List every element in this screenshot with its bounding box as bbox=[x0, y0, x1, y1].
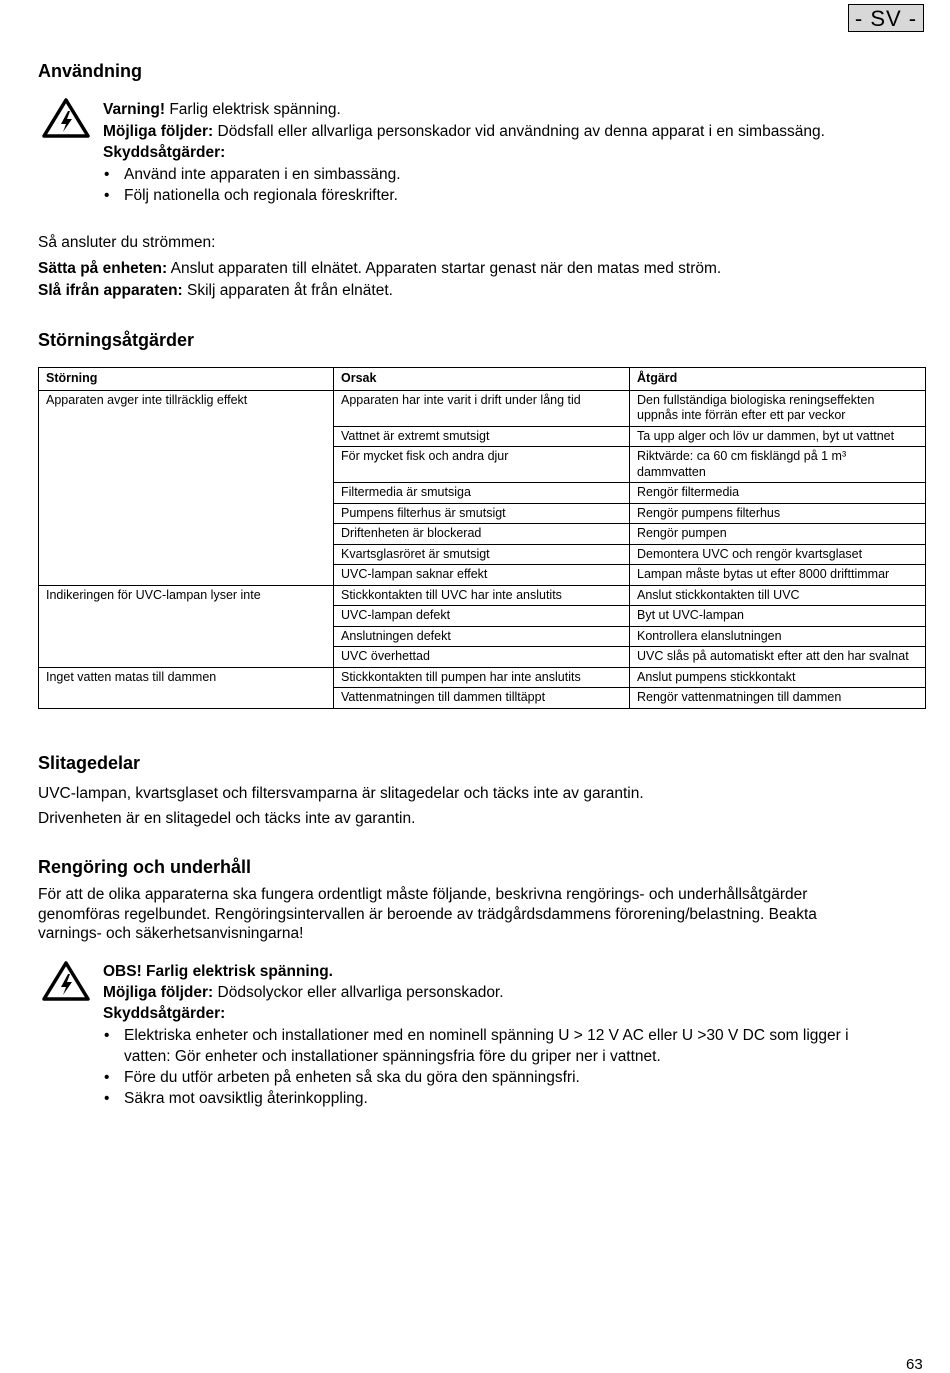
consequences-label: Möjliga följder: bbox=[103, 122, 214, 140]
cause-cell: Anslutningen defekt bbox=[334, 626, 630, 647]
remedy-cell: Rengör pumpen bbox=[630, 524, 926, 545]
table-row bbox=[39, 390, 926, 426]
column-header: Orsak bbox=[334, 368, 630, 391]
warning-label: OBS! Farlig elektrisk spänning. bbox=[103, 963, 333, 980]
wear-parts-line: Drivenheten är en slitagedel och täcks inte av garantin. bbox=[38, 810, 416, 827]
cause-cell: För mycket fisk och andra djur bbox=[334, 447, 630, 483]
troubleshooting-heading: Störningsåtgärder bbox=[38, 330, 195, 350]
switch-off-text: Skilj apparaten åt från elnätet. bbox=[182, 282, 393, 299]
page-number: 63 bbox=[906, 1356, 923, 1373]
measure-item: • Säkra mot oavsiktlig återinkoppling. bbox=[103, 1088, 923, 1109]
cleaning-heading: Rengöring och underhåll bbox=[38, 857, 252, 877]
switch-on-label: Sätta på enheten: bbox=[38, 260, 168, 277]
switch-off-label: Slå ifrån apparaten: bbox=[38, 282, 183, 299]
remedy-cell: Anslut stickkontakten till UVC bbox=[630, 585, 926, 606]
table-row bbox=[39, 606, 926, 627]
usage-heading: Användning bbox=[38, 61, 142, 81]
cleaning-intro bbox=[38, 885, 918, 944]
fault-cell bbox=[39, 544, 334, 565]
warning-text: Farlig elektrisk spänning. bbox=[165, 101, 341, 118]
fault-cell: Inget vatten matas till dammen bbox=[39, 667, 334, 688]
cause-cell: Apparaten har inte varit i drift under lång tid bbox=[334, 390, 630, 426]
fault-cell bbox=[39, 447, 334, 483]
consequences-label: Möjliga följder: bbox=[103, 984, 214, 1001]
wear-parts-line: UVC-lampan, kvartsglaset och filtersvamparna är slitagedelar och täcks inte av garantin. bbox=[38, 785, 644, 802]
remedy-cell: Rengör vattenmatningen till dammen bbox=[630, 688, 926, 709]
fault-cell bbox=[39, 503, 334, 524]
cause-cell: Vattenmatningen till dammen tilltäppt bbox=[334, 688, 630, 709]
warning-label: Varning! bbox=[103, 101, 166, 118]
cause-cell: Driftenheten är blockerad bbox=[334, 524, 630, 545]
cause-cell: Kvartsglasröret är smutsigt bbox=[334, 544, 630, 565]
remedy-cell: Lampan måste bytas ut efter 8000 drifttimmar bbox=[630, 565, 926, 586]
cause-cell: UVC-lampan saknar effekt bbox=[334, 565, 630, 586]
fault-cell bbox=[39, 647, 334, 668]
cleaning-warning bbox=[103, 961, 923, 1109]
language-tag: - SV - bbox=[848, 4, 924, 32]
table-header-row bbox=[39, 368, 926, 391]
connect-intro: Så ansluter du strömmen: bbox=[38, 234, 216, 251]
fault-cell bbox=[39, 606, 334, 627]
table-row bbox=[39, 667, 926, 688]
cause-cell: Vattnet är extremt smutsigt bbox=[334, 426, 630, 447]
measure-item: • Följ nationella och regionala föreskrifter. bbox=[103, 185, 923, 207]
measure-item: • Använd inte apparaten i en simbassäng. bbox=[103, 164, 923, 186]
wear-parts-heading: Slitagedelar bbox=[38, 753, 141, 773]
remedy-cell: Demontera UVC och rengör kvartsglaset bbox=[630, 544, 926, 565]
cleaning-intro-line: För att de olika apparaterna ska fungera ordentligt måste följande, beskrivna rengörings- och underhållsåtgärder bbox=[38, 886, 808, 903]
remedy-cell: Byt ut UVC-lampan bbox=[630, 606, 926, 627]
measures-label: Skyddsåtgärder: bbox=[103, 144, 226, 161]
usage-warning bbox=[103, 99, 923, 207]
table-row bbox=[39, 688, 926, 709]
column-header: Störning bbox=[39, 368, 334, 391]
cause-cell: UVC överhettad bbox=[334, 647, 630, 668]
switch-instructions bbox=[38, 258, 918, 302]
electric-hazard-icon bbox=[41, 960, 91, 1002]
measure-item: • Före du utför arbeten på enheten så ska du göra den spänningsfri. bbox=[103, 1067, 923, 1088]
column-header: Åtgärd bbox=[630, 368, 926, 391]
electric-hazard-icon bbox=[41, 97, 91, 139]
remedy-cell: UVC slås på automatiskt efter att den har svalnat bbox=[630, 647, 926, 668]
remedy-cell: Riktvärde: ca 60 cm fisklängd på 1 m³ dammvatten bbox=[630, 447, 926, 483]
cause-cell: Filtermedia är smutsiga bbox=[334, 483, 630, 504]
measure-item bbox=[103, 1025, 923, 1067]
table-row bbox=[39, 426, 926, 447]
troubleshooting-table bbox=[38, 367, 926, 709]
fault-cell bbox=[39, 688, 334, 709]
remedy-cell: Den fullständiga biologiska reningseffekten uppnås inte förrän efter ett par veckor bbox=[630, 390, 926, 426]
remedy-cell: Anslut pumpens stickkontakt bbox=[630, 667, 926, 688]
wear-parts-text bbox=[38, 781, 918, 831]
table-row bbox=[39, 647, 926, 668]
table-row bbox=[39, 565, 926, 586]
remedy-cell: Rengör pumpens filterhus bbox=[630, 503, 926, 524]
table-row bbox=[39, 544, 926, 565]
remedy-cell: Kontrollera elanslutningen bbox=[630, 626, 926, 647]
table-row bbox=[39, 626, 926, 647]
measure-line: vatten: Gör enheter och installationer spänningsfria före du griper ner i vattnet. bbox=[124, 1048, 661, 1065]
consequences-text: Dödsolyckor eller allvarliga personskador. bbox=[213, 984, 504, 1001]
measures-label: Skyddsåtgärder: bbox=[103, 1005, 226, 1022]
fault-cell: Apparaten avger inte tillräcklig effekt bbox=[39, 390, 334, 426]
table-row bbox=[39, 524, 926, 545]
cleaning-intro-line: varnings- och säkerhetsanvisningarna! bbox=[38, 925, 304, 942]
cause-cell: UVC-lampan defekt bbox=[334, 606, 630, 627]
table-row bbox=[39, 585, 926, 606]
fault-cell bbox=[39, 565, 334, 586]
remedy-cell: Rengör filtermedia bbox=[630, 483, 926, 504]
cause-cell: Pumpens filterhus är smutsigt bbox=[334, 503, 630, 524]
table-row bbox=[39, 503, 926, 524]
table-row bbox=[39, 483, 926, 504]
fault-cell bbox=[39, 626, 334, 647]
fault-cell bbox=[39, 483, 334, 504]
cleaning-intro-line: genomföras regelbundet. Rengöringsintervallen är beroende av trädgårdsdammens förorening/belastning. Beakta bbox=[38, 905, 817, 923]
remedy-cell: Ta upp alger och löv ur dammen, byt ut vattnet bbox=[630, 426, 926, 447]
fault-cell bbox=[39, 426, 334, 447]
table-row bbox=[39, 447, 926, 483]
fault-cell bbox=[39, 524, 334, 545]
cause-cell: Stickkontakten till UVC har inte anslutits bbox=[334, 585, 630, 606]
fault-cell: Indikeringen för UVC-lampan lyser inte bbox=[39, 585, 334, 606]
cause-cell: Stickkontakten till pumpen har inte anslutits bbox=[334, 667, 630, 688]
switch-on-text: Anslut apparaten till elnätet. Apparaten startar genast när den matas med ström. bbox=[167, 260, 722, 277]
measure-line: • Elektriska enheter och installationer med en nominell spänning U > 12 V AC eller U >30 V DC som ligger i bbox=[124, 1027, 849, 1044]
consequences-text: Dödsfall eller allvarliga personskador vid användning av denna apparat i en simbassäng. bbox=[213, 122, 825, 140]
